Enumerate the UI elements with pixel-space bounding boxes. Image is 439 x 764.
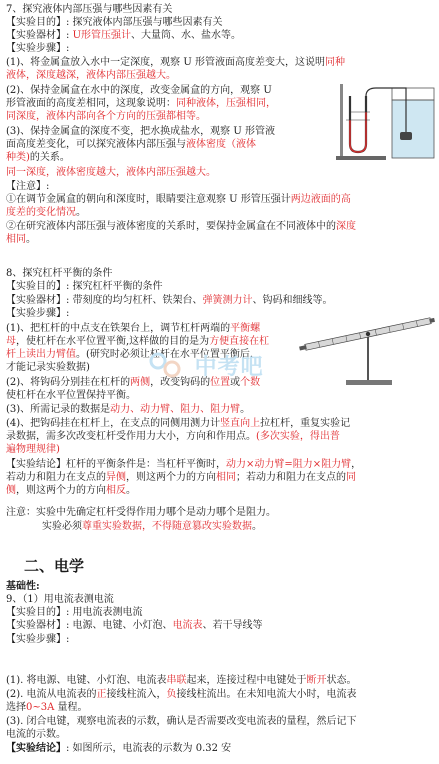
- s7-step1-cont: 液体，深度越深，液体内部压强越大。: [6, 70, 176, 81]
- s7-step3-cont: 面高度差变化，可以探究液体内部压强与液体密度（液体: [6, 139, 256, 150]
- s7-purpose: 【实验目的】: 探究液体内部压强与哪些因素有关: [6, 17, 223, 28]
- s9-step1: (1). 将电源、电键、小灯泡、电流表串联起来，连接过程中电键处于断开状态。: [6, 675, 357, 686]
- section-9-title: 9、（1）用电流表测电流: [6, 594, 114, 605]
- s7-notes-label: 【注意】:: [6, 181, 50, 192]
- s9-equipment: 【实验器材】: 电源、电键、小灯泡、电流表、若干导线等: [6, 620, 263, 631]
- s8-steps-label: 【实验步骤】:: [6, 308, 70, 319]
- s8-step1-cont2: 杆上读出力臂值。(研究时必须让杠杆在水平位置平衡后，: [6, 349, 260, 360]
- watermark-logo-mark: [148, 351, 186, 381]
- s8-conclusion-cont2: 侧，则这两个力的方向相反。: [6, 485, 136, 496]
- section-2-heading: 二、电学: [24, 557, 85, 575]
- s7-note1: ①在调节金属盒的朝向和深度时，眼睛要注意观察 U 形管压强计两边液面的高: [6, 194, 351, 205]
- s7-note2: ②在研究液体内部压强与液体密度的关系时，要保持金属盒在不同液体中的深度: [6, 221, 356, 232]
- s8-step1-cont3: 才能记录实验数据): [6, 362, 90, 373]
- s9-step2: (2). 电流从电流表的正接线柱流入，负接线柱流出。在未知电流大小时，电流表: [6, 689, 357, 700]
- s7-step2: (2)、保持金属盒在水中的深度，改变金属盒的方向，观察 U: [6, 85, 272, 96]
- s7-note2-cont: 相同。: [6, 234, 36, 245]
- s9-step2-cont: 选择0~3A 量程。: [6, 702, 88, 713]
- s9-step3-cont: 电流的示数。: [6, 729, 66, 740]
- s9-purpose: 【实验目的】: 用电流表测电流: [6, 607, 143, 618]
- watermark-logo: 中考吧: [148, 350, 288, 386]
- s8-step4-cont2: 遍物理规律): [6, 444, 60, 455]
- lever-balance-figure: [298, 312, 436, 390]
- s8-note1: 注意：实验中先确定杠杆受得作用力哪个是动力哪个是阻力。: [6, 507, 276, 518]
- s7-note1-cont: 度差的变化情况。: [6, 207, 86, 218]
- section-7-title: 7、探究液体内部压强与哪些因素有关: [6, 4, 173, 15]
- s7-step3: (3)、保持金属盒的深度不变，把水换成盐水，观察 U 形管液: [6, 126, 275, 137]
- s7-step1: (1)、将金属盒放入水中一定深度，观察 U 形管液面高度差变大，这说明同种: [6, 57, 345, 68]
- basic-label: 基础性:: [6, 581, 40, 592]
- s8-note2: 实验必须尊重实验数据，不得随意篡改实验数据。: [42, 521, 262, 532]
- s9-conclusion: 【实验结论】: 如图所示，电流表的示数为 0.32 安: [6, 743, 232, 754]
- s7-steps-label: 【实验步骤】:: [6, 43, 70, 54]
- s8-step4: (4)、把钩码挂在杠杆上，在支点的同侧用测力计竖直向上拉杠杆，重复实验记: [6, 418, 351, 429]
- s8-conclusion-cont: 若动力和阻力在支点的异侧，则这两个力的方向相同；若动力和阻力在支点的同: [6, 472, 356, 483]
- s8-step4-cont: 录数据，需多次改变杠杆受作用力大小，方向和作用点。(多次实验，得出普: [6, 431, 340, 442]
- s7-equipment: 【实验器材】: U形管压强计、大量筒、水、盐水等。: [6, 30, 241, 41]
- s7-step2-cont: 形管液面的高度差相同，这现象说明：同种液体，压强相同，: [6, 98, 276, 109]
- s8-step2-cont: 使杠杆在水平位置保持平衡。: [6, 390, 136, 401]
- s7-step3-cont2: 种类)的关系。: [6, 152, 70, 163]
- s8-purpose: 【实验目的】: 探究杠杆平衡的条件: [6, 281, 163, 292]
- s7-step3-result: 同一深度，液体密度越大，液体内部压强越大。: [6, 167, 216, 178]
- s7-step2-result: 同深度，液体内部向各个方向的压强都相等。: [6, 111, 206, 122]
- section-8-title: 8、探究杠杆平衡的条件: [6, 268, 113, 279]
- s9-step3: (3). 闭合电键，观察电流表的示数，确认是否需要改变电流表的量程，然后记下: [6, 716, 357, 727]
- s8-step1: (1)、把杠杆的中点支在铁架台上，调节杠杆两端的平衡螺: [6, 323, 261, 334]
- s9-steps-label: 【实验步骤】:: [6, 634, 70, 645]
- s8-step3: (3)、所需记录的数据是动力、动力臂、阻力、阻力臂。: [6, 404, 251, 415]
- s8-step1-cont: 母，使杠杆在水平位置平衡,这样做的目的是为方便直接在杠: [6, 336, 270, 347]
- s8-step2: (2)、将钩码分别挂在杠杆的两侧，改变钩码的位置或个数: [6, 377, 261, 388]
- s8-equipment: 【实验器材】: 带刻度的均匀杠杆、铁架台、弹簧测力计、钩码和细线等。: [6, 295, 333, 306]
- s8-conclusion: 【实验结论】杠杆的平衡条件是：当杠杆平衡时，动力×动力臂=阻力×阻力臂，: [6, 459, 362, 470]
- u-tube-manometer-figure: [336, 80, 436, 162]
